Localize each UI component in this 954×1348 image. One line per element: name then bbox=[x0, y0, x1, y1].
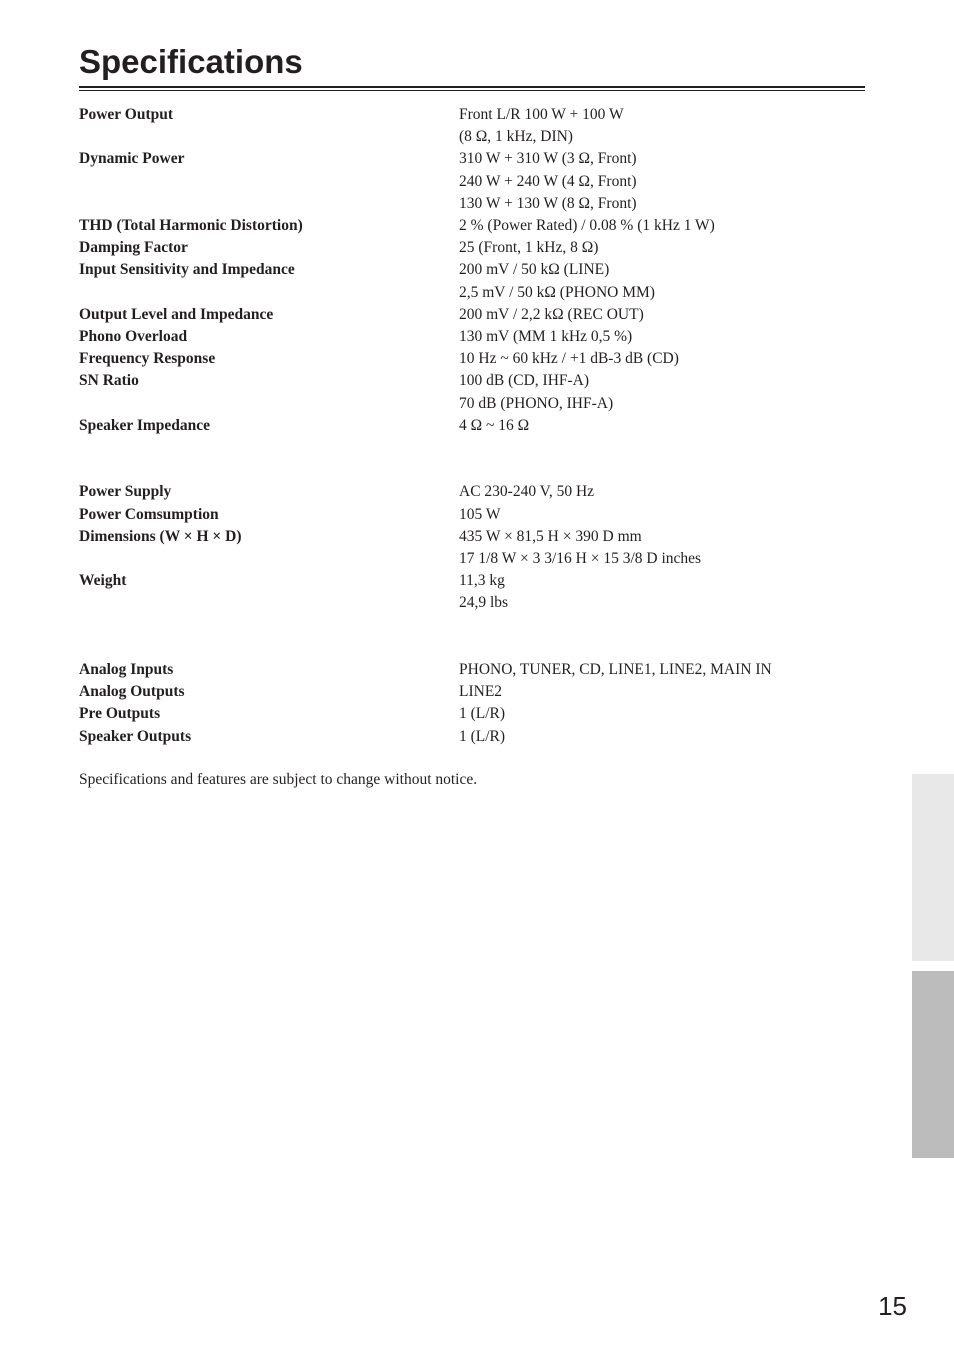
spec-value bbox=[459, 259, 865, 303]
spec-value-line: 105 W bbox=[459, 505, 501, 523]
spec-value bbox=[459, 526, 865, 570]
spec-value-line: PHONO, TUNER, CD, LINE1, LINE2, MAIN IN bbox=[459, 661, 772, 679]
spec-value bbox=[459, 570, 865, 614]
group-spacer bbox=[79, 437, 865, 459]
spec-value bbox=[459, 148, 865, 215]
spec-label: Output Level and Impedance bbox=[79, 305, 274, 323]
spec-row bbox=[79, 304, 865, 326]
spec-row bbox=[79, 481, 865, 503]
spec-value-line: 100 dB (CD, IHF-A) bbox=[459, 372, 590, 390]
spec-row bbox=[79, 259, 865, 303]
spec-label: Input Sensitivity and Impedance bbox=[79, 261, 295, 279]
spec-value-line: LINE2 bbox=[459, 683, 503, 701]
spec-value-line: 435 W × 81,5 H × 390 D mm bbox=[459, 527, 642, 545]
spec-label: Power Supply bbox=[79, 483, 172, 501]
spec-value-line: 1 (L/R) bbox=[459, 705, 506, 723]
section-tab-light bbox=[912, 774, 954, 961]
group-spacer bbox=[79, 459, 865, 481]
spec-value bbox=[459, 415, 865, 437]
spec-value-line: 70 dB (PHONO, IHF-A) bbox=[459, 394, 614, 412]
spec-row bbox=[79, 415, 865, 437]
spec-value-line: 130 mV (MM 1 kHz 0,5 %) bbox=[459, 328, 633, 346]
spec-value bbox=[459, 504, 865, 526]
spec-value-line: 200 mV / 2,2 kΩ (REC OUT) bbox=[459, 305, 644, 323]
spec-value bbox=[459, 348, 865, 370]
spec-label: Dynamic Power bbox=[79, 150, 185, 168]
spec-label: Phono Overload bbox=[79, 328, 188, 346]
spec-row bbox=[79, 659, 865, 681]
spec-row bbox=[79, 215, 865, 237]
spec-value-line: AC 230-240 V, 50 Hz bbox=[459, 483, 595, 501]
spec-label: Pre Outputs bbox=[79, 705, 161, 723]
spec-value-line: 1 (L/R) bbox=[459, 727, 506, 745]
spec-value bbox=[459, 215, 865, 237]
spec-value-line: 2,5 mV / 50 kΩ (PHONO MM) bbox=[459, 283, 655, 301]
spec-label: SN Ratio bbox=[79, 372, 139, 390]
spec-row bbox=[79, 370, 865, 414]
spec-row bbox=[79, 681, 865, 703]
group-spacer bbox=[79, 637, 865, 659]
spec-label: Damping Factor bbox=[79, 239, 188, 257]
spec-label: Analog Outputs bbox=[79, 683, 185, 701]
spec-label: Power Comsumption bbox=[79, 505, 219, 523]
spec-label: Frequency Response bbox=[79, 350, 216, 368]
spec-value-line: 25 (Front, 1 kHz, 8 Ω) bbox=[459, 239, 599, 257]
spec-value-line: 2 % (Power Rated) / 0.08 % (1 kHz 1 W) bbox=[459, 217, 715, 235]
spec-value bbox=[459, 304, 865, 326]
group-spacer bbox=[79, 615, 865, 637]
spec-value-line: 310 W + 310 W (3 Ω, Front) bbox=[459, 150, 637, 168]
spec-value-line: Front L/R 100 W + 100 W bbox=[459, 106, 624, 123]
spec-label: Analog Inputs bbox=[79, 661, 174, 679]
spec-label: Speaker Outputs bbox=[79, 727, 192, 745]
spec-label: Power Output bbox=[79, 106, 174, 123]
title-rule-thick bbox=[79, 86, 865, 88]
specifications-table bbox=[79, 104, 865, 748]
spec-value bbox=[459, 481, 865, 503]
spec-value-line: 240 W + 240 W (4 Ω, Front) bbox=[459, 172, 637, 190]
section-tab-dark bbox=[912, 971, 954, 1158]
spec-row bbox=[79, 237, 865, 259]
spec-row bbox=[79, 570, 865, 614]
spec-row bbox=[79, 104, 865, 148]
spec-row bbox=[79, 703, 865, 725]
spec-row bbox=[79, 148, 865, 215]
spec-row bbox=[79, 726, 865, 748]
spec-value bbox=[459, 237, 865, 259]
spec-value bbox=[459, 703, 865, 725]
spec-label: Speaker Impedance bbox=[79, 416, 211, 434]
spec-row bbox=[79, 526, 865, 570]
spec-value bbox=[459, 659, 865, 681]
spec-label: Weight bbox=[79, 572, 127, 590]
spec-value bbox=[459, 326, 865, 348]
spec-row bbox=[79, 348, 865, 370]
page-title: Specifications bbox=[79, 43, 303, 80]
page-number: 15 bbox=[878, 1291, 907, 1321]
spec-value bbox=[459, 681, 865, 703]
spec-value-line: (8 Ω, 1 kHz, DIN) bbox=[459, 128, 573, 146]
title-rule-thin bbox=[79, 90, 865, 91]
spec-row bbox=[79, 504, 865, 526]
spec-value-line: 200 mV / 50 kΩ (LINE) bbox=[459, 261, 610, 279]
spec-value-line: 10 Hz ~ 60 kHz / +1 dB-3 dB (CD) bbox=[459, 350, 679, 368]
spec-label: Dimensions (W × H × D) bbox=[79, 527, 242, 545]
spec-value bbox=[459, 726, 865, 748]
spec-value-line: 24,9 lbs bbox=[459, 594, 509, 612]
spec-row bbox=[79, 326, 865, 348]
spec-value-line: 4 Ω ~ 16 Ω bbox=[459, 416, 530, 434]
spec-value-line: 17 1/8 W × 3 3/16 H × 15 3/8 D inches bbox=[459, 550, 702, 568]
footnote: Specifications and features are subject to change without notice. bbox=[79, 771, 478, 788]
spec-label: THD (Total Harmonic Distortion) bbox=[79, 217, 303, 235]
spec-value bbox=[459, 104, 865, 148]
spec-value-line: 11,3 kg bbox=[459, 572, 505, 590]
spec-value bbox=[459, 370, 865, 414]
spec-value-line: 130 W + 130 W (8 Ω, Front) bbox=[459, 194, 637, 212]
